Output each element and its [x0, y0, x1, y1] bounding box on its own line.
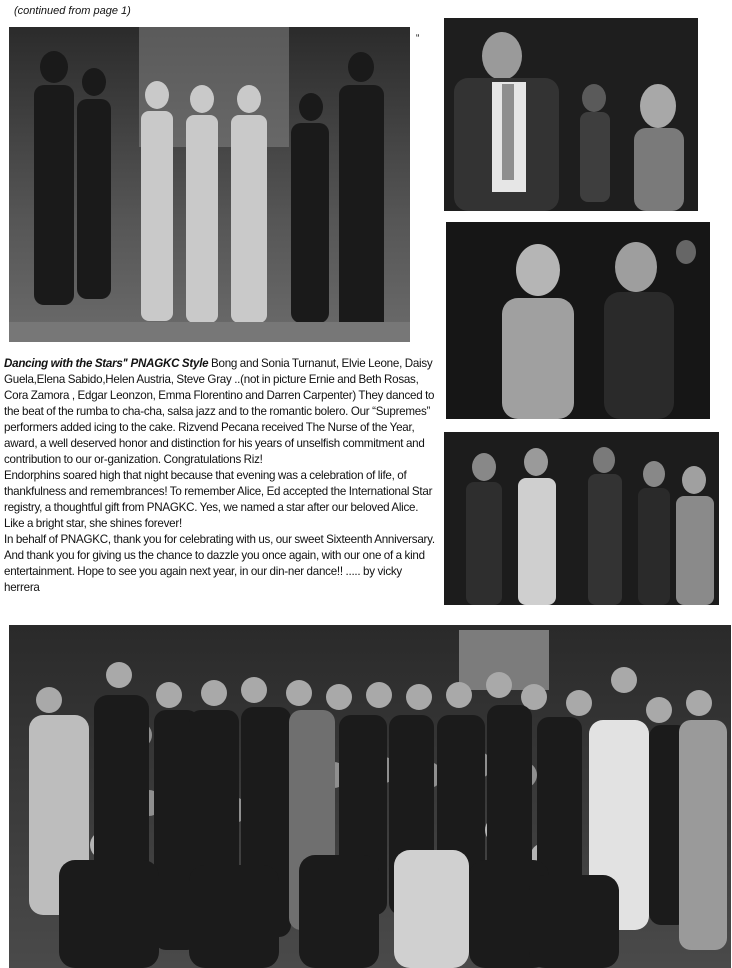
performers-photo — [9, 27, 410, 342]
article-paragraph-1-body: Bong and Sonia Turnanut, Elvie Leone, Daisy Guela,Elena Sabido,Helen Austria, Steve Gray ..(not in picture Ernie and Beth Rosas, Cora Zamora , Edgar Leonzon, Emma Florentino and Darren Carpenter) They danced to the beat of the rumba to cha-cha, salsa jazz and to the romantic bolero. Our “Supremes” performers added icing to the cake. Rizvend Pecana received The Nurse of the Year, award, a well deserved honor and distinction for his years of unselfish commitment and contribution to our or-ganization. Congratulations Riz! — [4, 357, 435, 466]
article-paragraph-3: In behalf of PNAGKC, thank you for celebrating with us, our sweet Sixteenth Anniversary. And thank you for giving us the chance to dazzle you once again, with our one of a kind entertainment. Hope to see you again next year, in our din-ner dance!! ..... by vicky herrera — [4, 533, 435, 594]
article-paragraph-1 — [4, 356, 440, 468]
dance-floor-photo-illustration — [444, 432, 719, 605]
dancing-couple-photo — [444, 18, 698, 211]
performers-photo-illustration — [9, 27, 410, 342]
dance-floor-photo — [444, 432, 719, 605]
article-paragraph-2: Endorphins soared high that night because that evening was a celebration of life, of thankfulness and remembrances! To remember Alice, Ed accepted the International Star registry, a thoughtful gift from PNAGKC. Yes, we named a star after our beloved Alice. Like a bright star, she shines forever! — [4, 469, 433, 530]
stray-quote-mark: “ — [416, 33, 420, 44]
group-photo-illustration — [9, 625, 731, 968]
group-photo — [9, 625, 731, 968]
two-ladies-photo-illustration — [446, 222, 710, 419]
continued-note: (continued from page 1) — [14, 5, 131, 17]
article-lead: Dancing with the Starsʺ PNAGKC Style — [4, 357, 209, 370]
article-text — [4, 356, 440, 596]
dancing-couple-photo-illustration — [444, 18, 698, 211]
two-ladies-photo — [446, 222, 710, 419]
